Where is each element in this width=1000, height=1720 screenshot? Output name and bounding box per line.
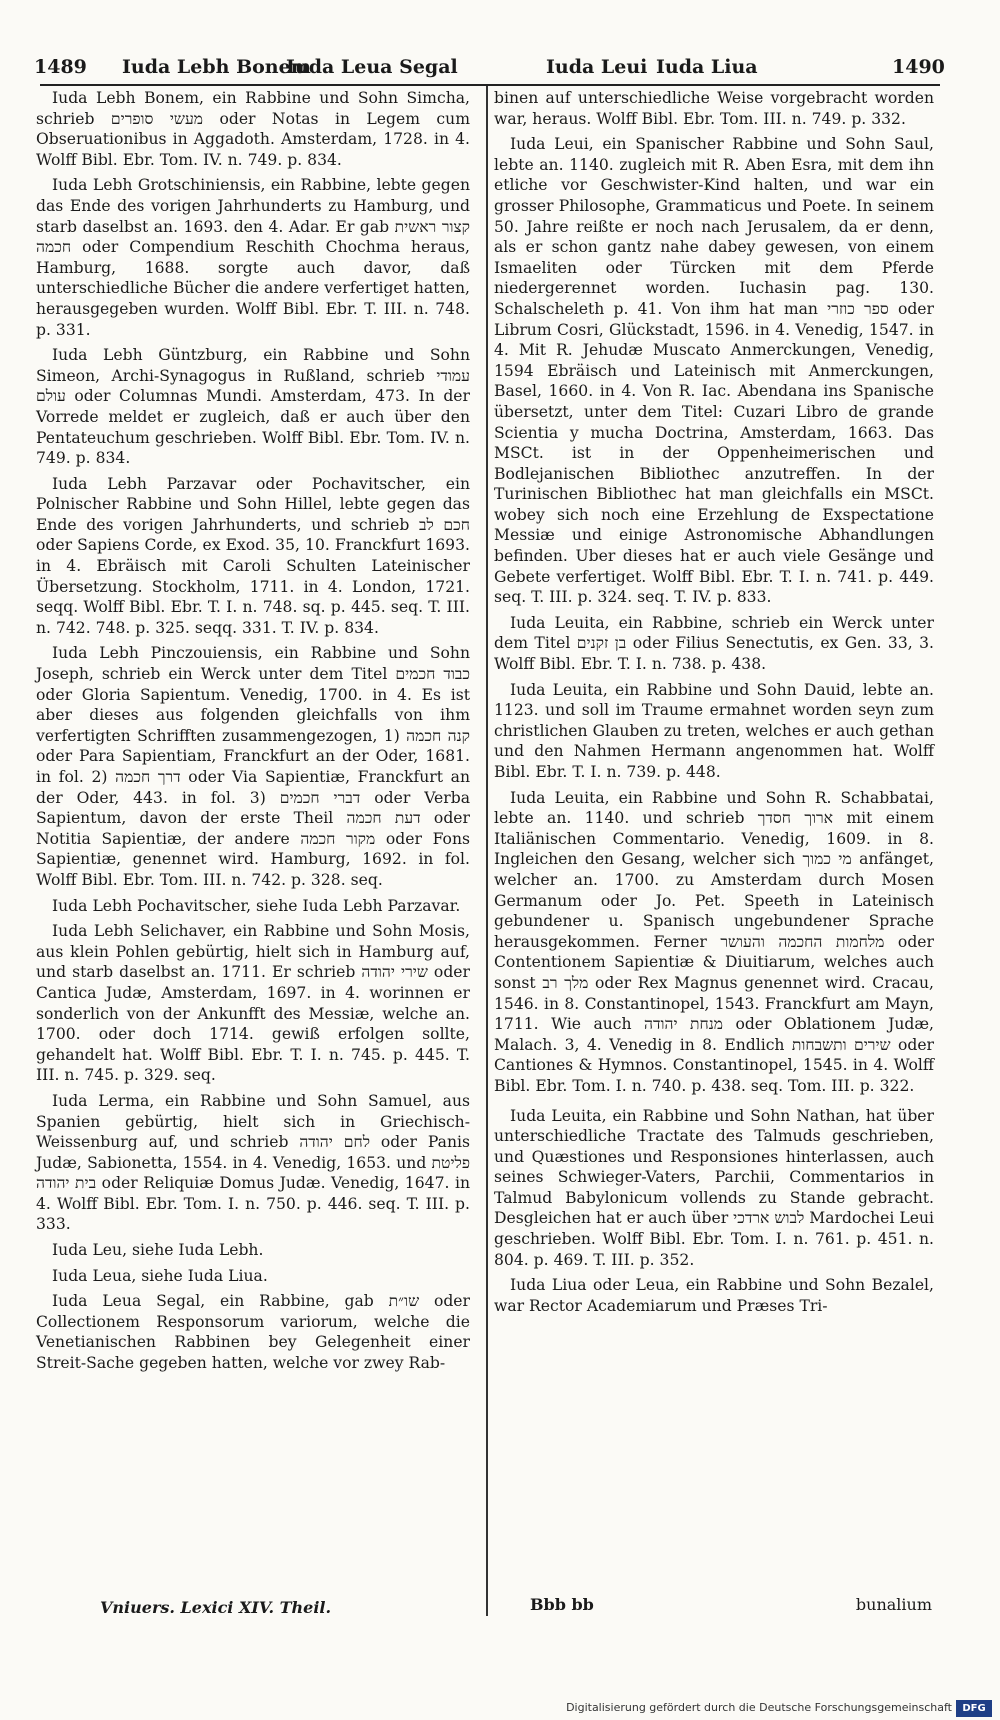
entry-iuda-lebh-bonem: Iuda Lebh Bonem, ein Rabbine und Sohn Simcha, schrieb מעשי סופרים oder Notas in Legem cum Obseruationibus in Aggadoth. Amsterdam, 1728. in 4. Wolff Bibl. Ebr. Tom. IV. n. 749. p. 834.	[36, 89, 470, 169]
header-rule	[40, 84, 940, 86]
entry-iuda-lebh-pochavitscher: Iuda Lebh Pochavitscher, siehe Iuda Lebh Parzavar.	[52, 896, 461, 915]
entry-iuda-lebh-grotschiniensis: Iuda Lebh Grotschiniensis, ein Rabbine, lebte gegen das Ende des vorigen Jahrhunderts zu Hamburg, und starb daselbst an. 1693. den 4. Adar. Er gab קצור ראשית חכמה oder Compendium Reschith Chochma heraus, Hamburg, 1688. sorgte auch davor, daß unterschiedliche Bücher die andere verfertiget hatten, herausgegeben wurden. Wolff Bibl. Ebr. T. III. n. 748. p. 331.	[36, 176, 470, 339]
entry-iuda-leuita-schabbatai: Iuda Leuita, ein Rabbine und Sohn R. Schabbatai, lebte an. 1140. und schrieb ארוך חסדך mit einem Italiänischen Commentario. Venedig, 1609. in 8. Ingleichen den Gesang, welcher sich מי כמוך anfänget, welcher an. 1700. zu Amsterdam durch Mosen Germanum oder Jo. Pet. Speeth in Lateinisch gebundener u. Spanisch ungebundener Sprache herausgekommen. Ferner מלחמות החכמה והעושר oder Contentionem Sapientiæ & Diuitiarum, welches auch sonst מלך רב oder Rex Magnus genennet wird. Cracau, 1546. in 8. Constantinopel, 1543. Franckfurt am Mayn, 1711. Wie auch מנחת יהודה oder Oblationem Judæ, Malach. 3, 4. Venedig in 8. Endlich שירים ותשבחות oder Cantiones & Hymnos. Constantinopel, 1545. in 4. Wolff Bibl. Ebr. Tom. I. n. 740. p. 438. seq. Tom. III. p. 322.	[494, 788, 934, 1095]
entry-iuda-leua: Iuda Leua, siehe Iuda Liua.	[52, 1266, 268, 1285]
column-divider	[486, 86, 488, 1616]
entry-iuda-leuita-nathan: Iuda Leuita, ein Rabbine und Sohn Nathan, hat über unterschiedliche Tractate des Talmuds geschrieben, und Quæstiones und Responsiones hinterlassen, auch seines Schwieger-Vaters, Parchii, Commentarios in Talmud Babylonicum vollends zu Stande gebracht. Desgleichen hat er auch über לבוש ארדכי Mardochei Leui geschrieben. Wolff Bibl. Ebr. Tom. I. n. 761. p. 451. n. 804. p. 469. T. III. p. 352.	[494, 1106, 934, 1269]
entry-iuda-leui: Iuda Leui, ein Spanischer Rabbine und Sohn Saul, lebte an. 1140. zugleich mit R. Aben Esra, mit dem ihn etliche vor Geschwister-Kind halten, und war ein grosser Philosophe, Grammaticus und Poete. In seinem 50. Jahre reißte er noch nach Jerusalem, da er denn, als er schon gantz nahe dabey gewesen, von einem Ismaeliten oder Türcken mit dem Pferde niedergerennet worden. Iuchasin pag. 130. Schalscheleth p. 41. Von ihm hat man ספר כוזרי oder Librum Cosri, Glückstadt, 1596. in 4. Venedig, 1547. in 4. Mit R. Jehudæ Muscato Anmerckungen, Venedig, 1594 Ebräisch und Lateinisch mit Anmerckungen, Basel, 1660. in 4. Von R. Iac. Abendana ins Spanische übersetzt, unter dem Titel: Cuzari Libro de grande Scientia y mucha Doctrina, Amsterdam, 1663. Das MSCt. ist in der Oppenheimerischen und Bodlejanischen Bibliothec anzutreffen. In der Turinischen Bibliothec hat man gleichfalls ein MSCt. wobey sich noch eine Erzehlung de Exspectatione Messiæ und einige Astronomische Abhandlungen befinden. Uber dieses hat er auch viele Gesänge und Gebete verfertiget. Wolff Bibl. Ebr. T. I. n. 741. p. 449. seq. T. III. p. 324. seq. T. IV. p. 833.	[494, 135, 934, 607]
entry-iuda-lebh-selichaver: Iuda Lebh Selichaver, ein Rabbine und Sohn Mosis, aus klein Pohlen gebürtig, hielt sich in Hamburg auf, und starb daselbst an. 1711. Er schrieb שירי יהודה oder Cantica Judæ, Amsterdam, 1697. in 4. worinnen er sonderlich von der Ankunfft des Messiæ, welche an. 1700. oder doch 1714. gewiß erfolgen sollte, gehandelt hat. Wolff Bibl. Ebr. T. I. n. 745. p. 445. T. III. n. 745. p. 329. seq.	[36, 922, 470, 1085]
running-title-right-2: Iuda Liua	[656, 56, 758, 78]
footer-signature: Vniuers. Lexici XIV. Theil.	[100, 1598, 332, 1617]
running-title-left-1: Iuda Lebh Bonem	[122, 56, 311, 78]
digitization-bar	[0, 1698, 1000, 1720]
entry-iuda-lerma: Iuda Lerma, ein Rabbine und Sohn Samuel, aus Spanien gebürtig, hielt sich in Griechisch-Weissenburg auf, und schrieb לחם יהודה oder Panis Judæ, Sabionetta, 1554. in 4. Venedig, 1653. und פליטת בית יהודה oder Reliquiæ Domus Judæ. Venedig, 1647. in 4. Wolff Bibl. Ebr. Tom. I. n. 750. p. 446. seq. T. III. p. 333.	[36, 1091, 470, 1234]
entry-iuda-lebh-guentzburg: Iuda Lebh Güntzburg, ein Rabbine und Sohn Simeon, Archi-Synagogus in Rußland, schrieb עמודי עולם oder Columnas Mundi. Amsterdam, 473. In der Vorrede meldet er zugleich, daß er auch über den Pentateuchum geschrieben. Wolff Bibl. Ebr. Tom. IV. n. 749. p. 834.	[36, 346, 470, 468]
entry-iuda-leua-segal: Iuda Leua Segal, ein Rabbine, gab שו״ת oder Collectionem Responsorum variorum, welche die Venetianischen Rabbinen bey Gelegenheit einer Streit-Sache gegeben hatten, welche vor zwey Rab-	[36, 1292, 470, 1373]
right-column	[494, 88, 934, 1321]
dfg-logo: DFG	[956, 1700, 992, 1717]
catchword: bunalium	[855, 1595, 932, 1614]
running-header	[34, 56, 946, 82]
page-number-left: 1489	[34, 56, 87, 78]
entry-iuda-leuita-1: Iuda Leuita, ein Rabbine, schrieb ein Werck unter dem Titel בן זקנים oder Filius Senectutis, ex Gen. 33, 3. Wolff Bibl. Ebr. T. I. n. 738. p. 438.	[494, 613, 935, 674]
running-title-right-1: Iuda Leui	[546, 56, 648, 78]
entry-iuda-lebh-pinczouiensis: Iuda Lebh Pinczouiensis, ein Rabbine und Sohn Joseph, schrieb ein Werck unter dem Titel כבוד חכמים oder Gloria Sapientum. Venedig, 1700. in 4. Es ist aber dieses aus folgenden gleichfalls von ihm verfertigten Schrifften zusammengezogen, 1) קנה חכמה oder Para Sapientiam, Franckfurt an der Oder, 1681. in fol. 2) דרך חכמה oder Via Sapientiæ, Franckfurt an der Oder, 443. in fol. 3) דברי חכמים oder Verba Sapientum, davon der erste Theil דעת חכמה oder Notitia Sapientiæ, der andere מקור חכמה oder Fons Sapientiæ, genennet wird. Hamburg, 1692. in fol. Wolff Bibl. Ebr. Tom. III. n. 742. p. 328. seq.	[36, 644, 471, 889]
page-number-right: 1490	[892, 56, 945, 78]
running-title-left-2: Iuda Leua Segal	[286, 56, 458, 78]
entry-iuda-liua: Iuda Liua oder Leua, ein Rabbine und Sohn Bezalel, war Rector Academiarum und Præses Tri-	[494, 1276, 934, 1315]
entry-continuation: binen auf unterschiedliche Weise vorgebracht worden war, heraus. Wolff Bibl. Ebr. Tom. III. n. 749. p. 332.	[494, 89, 934, 128]
digitization-note: Digitalisierung gefördert durch die Deutsche Forschungsgemeinschaft	[566, 1701, 952, 1714]
entry-iuda-leuita-dauid: Iuda Leuita, ein Rabbine und Sohn Dauid, lebte an. 1123. und soll im Traume ermahnet worden seyn zum christlichen Glauben zu treten, welches er auch gethan und den Nahmen Hermann angenommen hat. Wolff Bibl. Ebr. T. I. n. 739. p. 448.	[494, 680, 934, 781]
entry-iuda-lebh-parzavar: Iuda Lebh Parzavar oder Pochavitscher, ein Polnischer Rabbine und Sohn Hillel, lebte gegen das Ende des vorigen Jahrhunderts, und schrieb חכם לב oder Sapiens Corde, ex Exod. 35, 10. Franckfurt 1693. in 4. Ebräisch mit Caroli Schulten Lateinischer Übersetzung. Stockholm, 1711. in 4. London, 1721. seqq. Wolff Bibl. Ebr. T. I. n. 748. sq. p. 445. seq. T. III. n. 742. 748. p. 325. seqq. 331. T. IV. p. 834.	[36, 474, 470, 637]
entry-iuda-leu: Iuda Leu, siehe Iuda Lebh.	[52, 1241, 264, 1260]
signature-mark: Bbb bb	[530, 1595, 594, 1614]
left-column	[36, 88, 470, 1379]
